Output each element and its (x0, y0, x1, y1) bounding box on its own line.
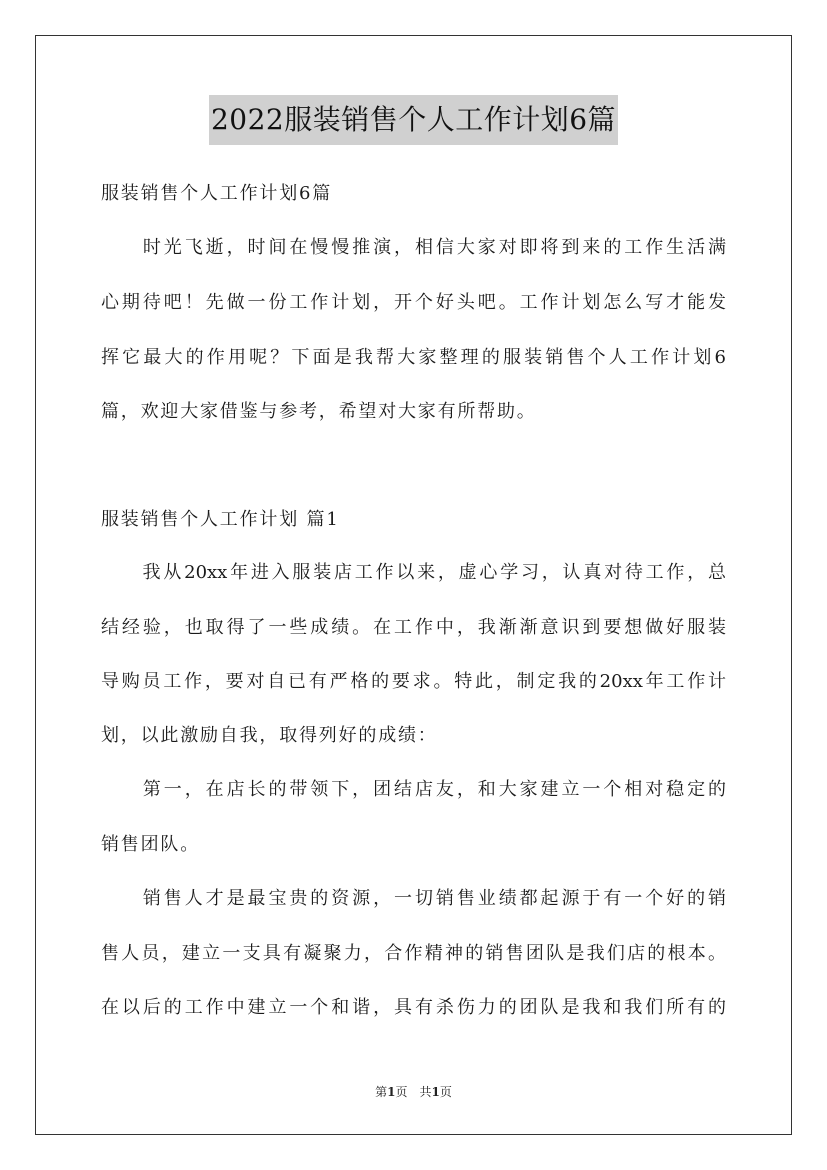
paragraph-line: 我从20xx年进入服装店工作以来，虚心学习，认真对待工作，总 (101, 562, 726, 583)
paragraph-line: 销售团队。 (101, 834, 200, 855)
paragraph-line: 划，以此激励自我，取得列好的成绩： (101, 725, 438, 746)
paragraph-line: 篇，欢迎大家借鉴与参考，希望对大家有所帮助。 (101, 401, 537, 422)
page-prefix: 第 (375, 1085, 388, 1099)
paragraph-line: 结经验，也取得了一些成绩。在工作中，我渐渐意识到要想做好服装 (101, 617, 726, 638)
paragraph-line: 在以后的工作中建立一个和谐，具有杀伤力的团队是我和我们所有的 (101, 997, 726, 1018)
document-title: 2022服装销售个人工作计划6篇 (209, 95, 618, 145)
paragraph-line: 心期待吧！先做一份工作计划，开个好头吧。工作计划怎么写才能发 (101, 292, 726, 313)
page-footer (0, 1083, 827, 1100)
paragraph-line: 导购员工作，要对自已有严格的要求。特此，制定我的20xx年工作计 (101, 671, 726, 692)
paragraph-line: 挥它最大的作用呢？下面是我帮大家整理的服装销售个人工作计划6 (101, 347, 726, 368)
paragraph-line: 销售人才是最宝贵的资源，一切销售业绩都起源于有一个好的销 (101, 888, 726, 909)
page-current: 1 (387, 1085, 396, 1099)
page-total: 1 (431, 1085, 440, 1099)
page-mid: 页 共 (395, 1085, 432, 1099)
section-heading: 服装销售个人工作计划 篇1 (101, 509, 340, 530)
doc-subtitle: 服装销售个人工作计划6篇 (101, 183, 333, 204)
paragraph-line: 第一，在店长的带领下，团结店友，和大家建立一个相对稳定的 (101, 779, 726, 800)
title-container (0, 95, 827, 145)
page-suffix: 页 (439, 1085, 452, 1099)
paragraph-line: 时光飞逝，时间在慢慢推演，相信大家对即将到来的工作生活满 (101, 237, 726, 258)
paragraph-line: 售人员，建立一支具有凝聚力，合作精神的销售团队是我们店的根本。 (101, 943, 726, 964)
